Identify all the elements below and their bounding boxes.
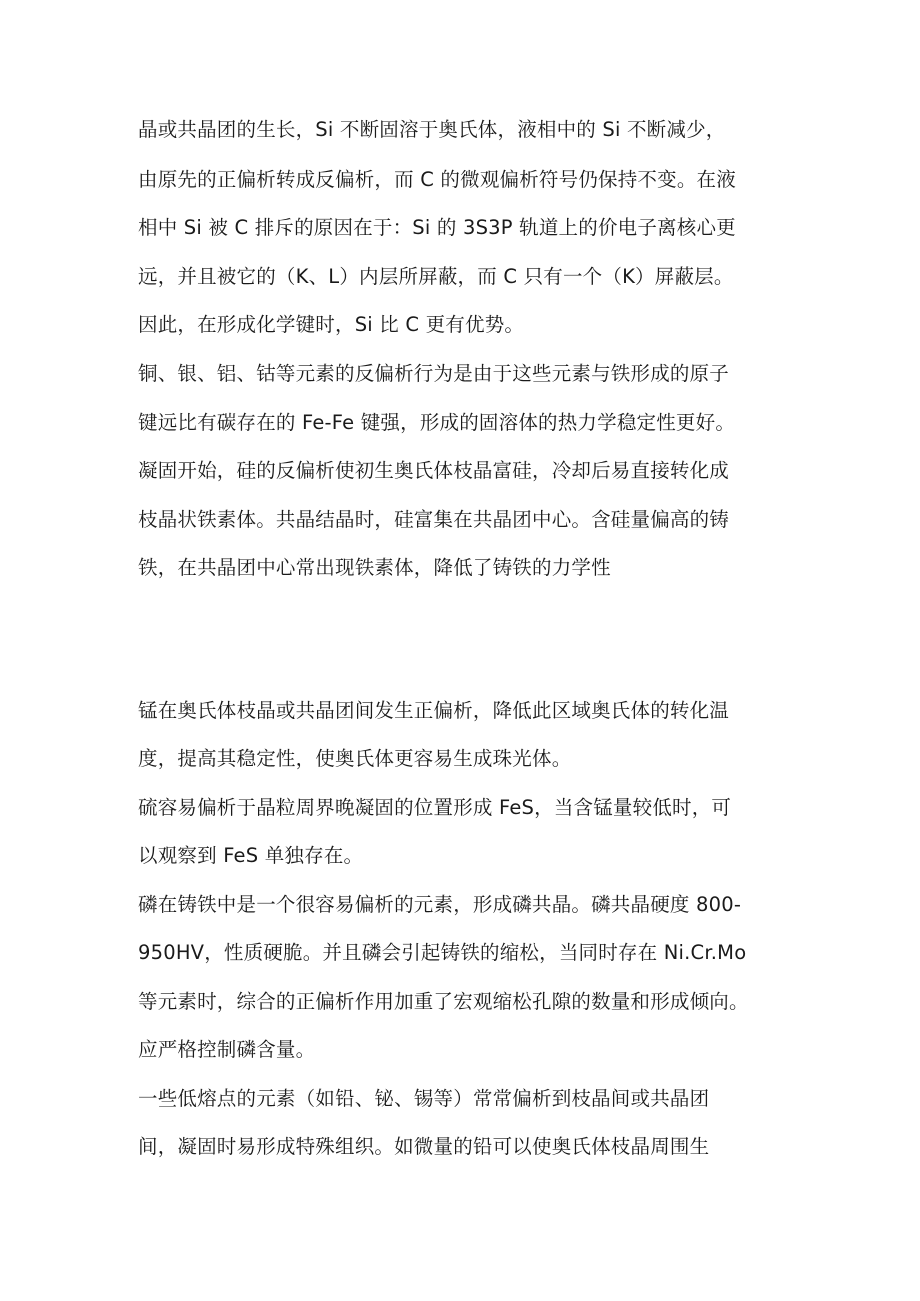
text-line: 锰在奥氏体枝晶或共晶团间发生正偏析，降低此区域奥氏体的转化温 — [138, 699, 730, 722]
text-line: 间，凝固时易形成特殊组织。如微量的铅可以使奥氏体枝晶周围生 — [138, 1135, 710, 1158]
text-line: 因此，在形成化学键时，Si 比 C 更有优势。 — [138, 313, 525, 336]
text-line: 凝固开始，硅的反偏析使初生奥氏体枝晶富硅，冷却后易直接转化成 — [138, 459, 730, 482]
text-line: 以观察到 FeS 单独存在。 — [138, 844, 364, 867]
text-line: 950HV，性质硬脆。并且磷会引起铸铁的缩松，当同时存在 Ni.Cr.Mo — [138, 941, 747, 964]
text-line: 铜、银、铝、钴等元素的反偏析行为是由于这些元素与铁形成的原子 — [138, 362, 730, 385]
text-line: 远，并且被它的（K、L）内层所屏蔽，而 C 只有一个（K）屏蔽层。 — [138, 265, 734, 288]
text-line: 键远比有碳存在的 Fe-Fe 键强，形成的固溶体的热力学稳定性更好。 — [138, 411, 736, 434]
text-line: 度，提高其稳定性，使奥氏体更容易生成珠光体。 — [138, 747, 572, 770]
text-line: 铁，在共晶团中心常出现铁素体，降低了铸铁的力学性 — [138, 556, 611, 579]
text-line: 相中 Si 被 C 排斥的原因在于：Si 的 3S3P 轨道上的价电子离核心更 — [138, 216, 736, 239]
text-line: 磷在铸铁中是一个很容易偏析的元素，形成磷共晶。磷共晶硬度 800- — [138, 893, 742, 916]
text-line: 硫容易偏析于晶粒周界晚凝固的位置形成 FeS，当含锰量较低时，可 — [138, 796, 732, 819]
text-line: 晶或共晶团的生长，Si 不断固溶于奥氏体，液相中的 Si 不断减少， — [138, 118, 726, 141]
text-line: 一些低熔点的元素（如铅、铋、锡等）常常偏析到枝晶间或共晶团 — [138, 1087, 710, 1110]
text-line: 等元素时，综合的正偏析作用加重了宏观缩松孔隙的数量和形成倾向。 — [138, 990, 749, 1013]
text-line: 应严格控制磷含量。 — [138, 1038, 316, 1061]
text-line: 枝晶状铁素体。共晶结晶时，硅富集在共晶团中心。含硅量偏高的铸 — [138, 508, 730, 531]
text-line: 由原先的正偏析转成反偏析，而 C 的微观偏析符号仍保持不变。在液 — [138, 168, 736, 191]
